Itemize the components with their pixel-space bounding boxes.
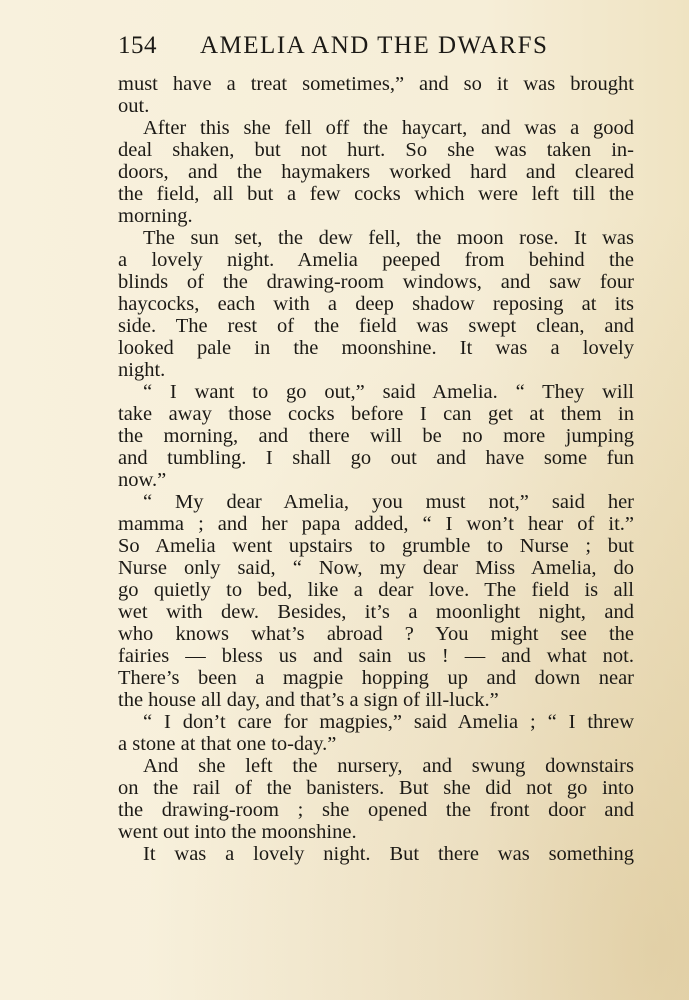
page-number: 154 xyxy=(118,32,157,59)
text-line: go quietly to bed, like a dear love. The field is all xyxy=(118,579,634,601)
text-line: morning. xyxy=(118,205,193,227)
text-line: side. The rest of the field was swept clean, and xyxy=(118,315,634,337)
text-line: looked pale in the moonshine. It was a lovely xyxy=(118,337,634,359)
text-line: And she left the nursery, and swung downstairs xyxy=(143,755,634,777)
text-line: mamma ; and her papa added, “ I won’t hear of it.” xyxy=(118,513,634,535)
text-line: After this she fell off the haycart, and was a good xyxy=(143,117,634,139)
text-line: wet with dew. Besides, it’s a moonlight night, and xyxy=(118,601,634,623)
text-line: the house all day, and that’s a sign of ill-luck.” xyxy=(118,689,499,711)
text-line: on the rail of the banisters. But she did not go into xyxy=(118,777,634,799)
text-line: out. xyxy=(118,95,150,117)
text-line: The sun set, the dew fell, the moon rose. It was xyxy=(143,227,634,249)
text-line: Nurse only said, “ Now, my dear Miss Amelia, do xyxy=(118,557,634,579)
text-line: So Amelia went upstairs to grumble to Nurse ; but xyxy=(118,535,634,557)
text-line: doors, and the haymakers worked hard and cleared xyxy=(118,161,634,183)
text-line: went out into the moonshine. xyxy=(118,821,357,843)
text-line: a lovely night. Amelia peeped from behind the xyxy=(118,249,634,271)
text-line: must have a treat sometimes,” and so it was brought xyxy=(118,73,634,95)
text-line: deal shaken, but not hurt. So she was taken in- xyxy=(118,139,634,161)
text-line: the field, all but a few cocks which were left till the xyxy=(118,183,634,205)
text-line: who knows what’s abroad ? You might see the xyxy=(118,623,634,645)
text-line: now.” xyxy=(118,469,167,491)
text-line: There’s been a magpie hopping up and down near xyxy=(118,667,634,689)
text-line: and tumbling. I shall go out and have some fun xyxy=(118,447,634,469)
text-line: blinds of the drawing-room windows, and saw four xyxy=(118,271,634,293)
text-line: “ My dear Amelia, you must not,” said her xyxy=(143,491,634,513)
book-title: AMELIA AND THE DWARFS xyxy=(200,32,549,59)
text-line: night. xyxy=(118,359,166,381)
text-line: a stone at that one to-day.” xyxy=(118,733,337,755)
text-line: haycocks, each with a deep shadow reposing at its xyxy=(118,293,634,315)
body-text xyxy=(118,73,634,865)
text-line: take away those cocks before I can get at them in xyxy=(118,403,634,425)
text-line: the morning, and there will be no more jumping xyxy=(118,425,634,447)
text-line: the drawing-room ; she opened the front door and xyxy=(118,799,634,821)
text-line: It was a lovely night. But there was something xyxy=(143,843,634,865)
text-line: “ I want to go out,” said Amelia. “ They will xyxy=(143,381,634,403)
text-line: “ I don’t care for magpies,” said Amelia ; “ I threw xyxy=(143,711,634,733)
text-line: fairies — bless us and sain us ! — and what not. xyxy=(118,645,634,667)
running-head xyxy=(118,32,634,64)
